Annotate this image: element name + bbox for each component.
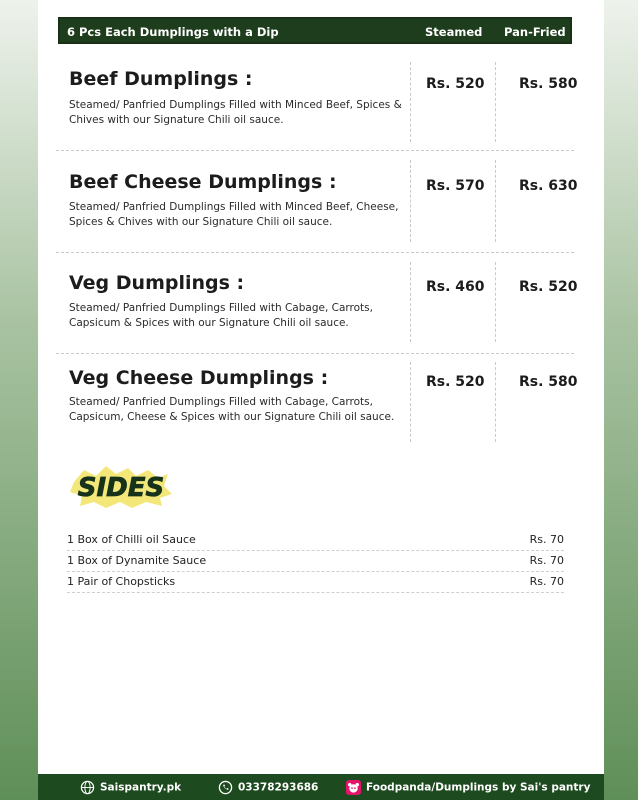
price-steamed: Rs. 460 bbox=[426, 279, 485, 295]
item-name: Beef Dumplings : bbox=[69, 68, 253, 90]
item-description: Steamed/ Panfried Dumplings Filled with Minced Beef, Spices & Chives with our Signature Chili oil sauce. bbox=[69, 99, 402, 126]
column-divider bbox=[495, 62, 496, 142]
foodpanda-icon bbox=[346, 780, 361, 795]
item-name: Veg Cheese Dumplings : bbox=[69, 367, 329, 389]
menu-header-bar bbox=[58, 17, 572, 44]
row-divider bbox=[56, 150, 574, 151]
column-divider bbox=[495, 262, 496, 342]
item-description: Steamed/ Panfried Dumplings Filled with Minced Beef, Cheese, Spices & Chives with our Signature Chili oil sauce. bbox=[69, 201, 399, 228]
column-header-steamed: Steamed bbox=[425, 25, 483, 39]
foodpanda-text: Foodpanda/Dumplings by Sai's pantry bbox=[366, 781, 591, 794]
column-divider bbox=[410, 362, 411, 442]
column-divider bbox=[410, 160, 411, 242]
website-text: Saispantry.pk bbox=[100, 781, 182, 794]
item-description: Steamed/ Panfried Dumplings Filled with Cabage, Carrots, Capsicum, Cheese & Spices with our Signature Chili oil sauce. bbox=[69, 396, 395, 423]
row-divider bbox=[56, 252, 574, 253]
column-divider bbox=[495, 362, 496, 442]
side-item-price: Rs. 70 bbox=[529, 533, 564, 546]
price-panfried: Rs. 580 bbox=[519, 76, 578, 92]
sides-heading-logo bbox=[66, 462, 176, 510]
price-steamed: Rs. 570 bbox=[426, 178, 485, 194]
item-description: Steamed/ Panfried Dumplings Filled with Cabage, Carrots, Capsicum & Spices with our Signature Chili oil sauce. bbox=[69, 302, 373, 329]
footer-website[interactable] bbox=[80, 780, 181, 795]
side-item-name: 1 Pair of Chopsticks bbox=[67, 575, 176, 588]
column-header-panfried: Pan-Fried bbox=[504, 25, 566, 39]
column-divider bbox=[495, 160, 496, 242]
side-item-price: Rs. 70 bbox=[529, 554, 564, 567]
whatsapp-icon bbox=[218, 780, 233, 795]
price-panfried: Rs. 580 bbox=[519, 374, 578, 390]
row-divider bbox=[56, 353, 574, 354]
footer-foodpanda[interactable] bbox=[346, 780, 590, 795]
price-panfried: Rs. 630 bbox=[519, 178, 578, 194]
price-steamed: Rs. 520 bbox=[426, 76, 485, 92]
column-divider bbox=[410, 62, 411, 142]
menu-page bbox=[38, 0, 604, 800]
footer-phone[interactable] bbox=[218, 780, 318, 795]
item-name: Veg Dumplings : bbox=[69, 272, 245, 294]
side-row bbox=[67, 551, 564, 572]
price-panfried: Rs. 520 bbox=[519, 279, 578, 295]
side-item-name: 1 Box of Chilli oil Sauce bbox=[67, 533, 196, 546]
sides-heading-text: SIDES bbox=[77, 473, 165, 503]
side-row bbox=[67, 530, 564, 551]
phone-text: 03378293686 bbox=[238, 781, 319, 794]
price-steamed: Rs. 520 bbox=[426, 374, 485, 390]
globe-icon bbox=[80, 780, 95, 795]
column-divider bbox=[410, 262, 411, 342]
menu-header-title: 6 Pcs Each Dumplings with a Dip bbox=[67, 25, 279, 39]
side-row bbox=[67, 572, 564, 593]
side-item-price: Rs. 70 bbox=[529, 575, 564, 588]
footer-bar bbox=[38, 774, 604, 800]
side-item-name: 1 Box of Dynamite Sauce bbox=[67, 554, 207, 567]
item-name: Beef Cheese Dumplings : bbox=[69, 171, 337, 193]
